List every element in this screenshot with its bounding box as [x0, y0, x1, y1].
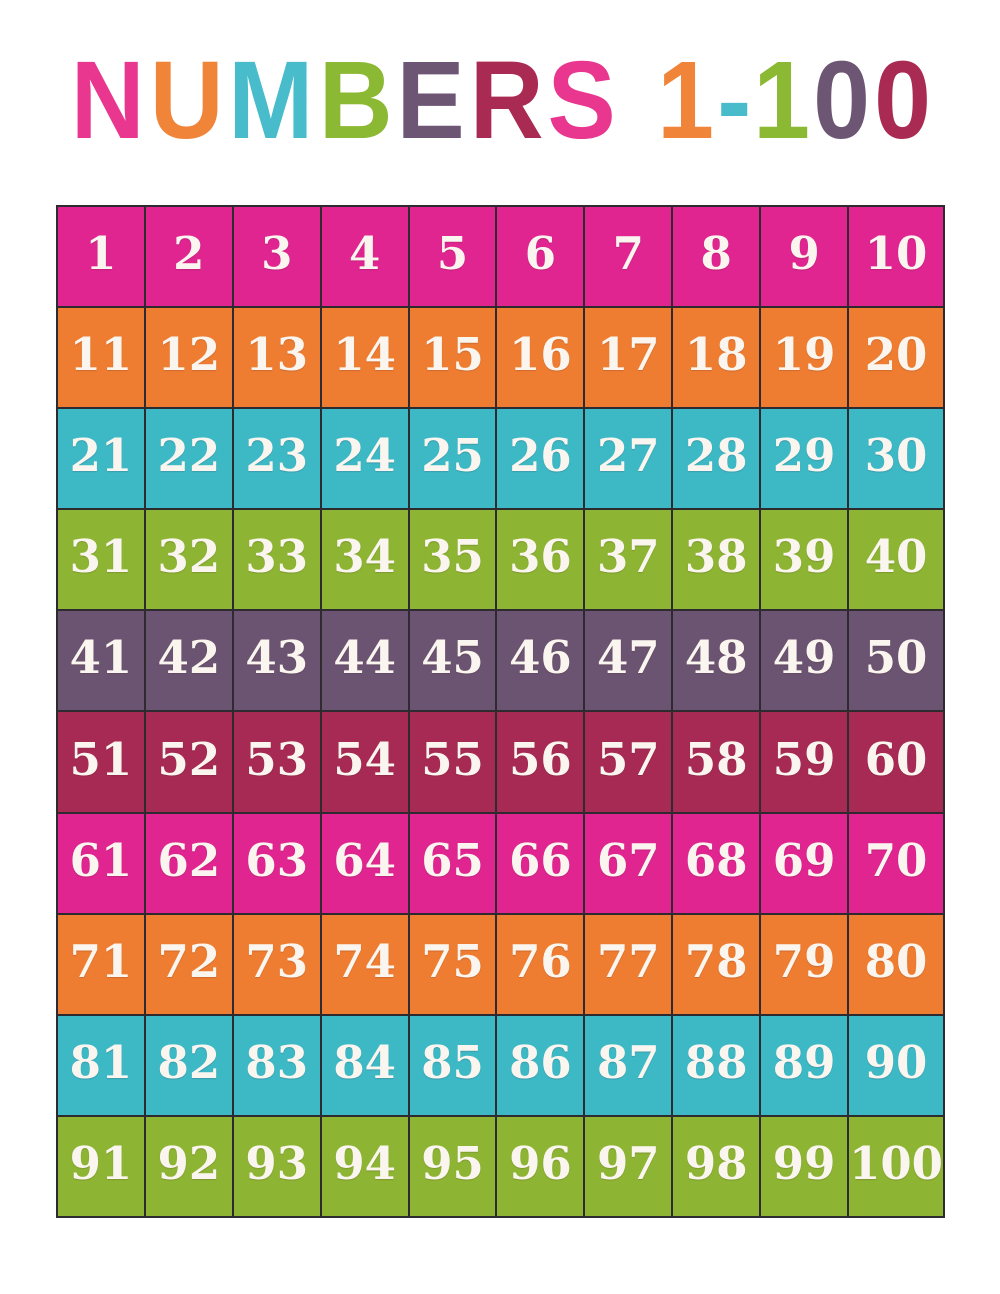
grid-cell-number: 76 [509, 934, 572, 988]
grid-cell [849, 308, 943, 407]
grid-cell [585, 712, 671, 811]
grid-cell [410, 409, 496, 508]
grid-cell-number: 65 [421, 833, 484, 887]
title-letter: N [70, 39, 144, 162]
grid-cell [585, 1117, 671, 1216]
grid-cell [585, 611, 671, 710]
grid-cell-number: 94 [333, 1136, 396, 1190]
grid-cell [322, 1117, 408, 1216]
grid-cell-number: 34 [333, 530, 396, 584]
title-letter: 0 [813, 39, 870, 162]
grid-cell [761, 409, 847, 508]
grid-cell-number: 84 [333, 1035, 396, 1089]
grid-cell-number: 19 [772, 328, 836, 382]
grid-cell-number: 38 [684, 530, 748, 584]
grid-cell [234, 409, 320, 508]
grid-cell-number: 48 [684, 631, 748, 685]
grid-cell [410, 915, 496, 1014]
grid-cell [497, 712, 583, 811]
grid-cell-number: 35 [421, 530, 484, 584]
grid-cell-number: 50 [864, 631, 928, 685]
grid-cell-number: 32 [157, 530, 221, 584]
grid-cell-number: 45 [421, 631, 484, 685]
title-letter: B [318, 39, 392, 162]
grid-cell-number: 49 [772, 631, 836, 685]
grid-cell-number: 52 [157, 732, 221, 786]
grid-cell-number: 22 [157, 429, 221, 483]
grid-cell-number: 98 [684, 1136, 748, 1190]
title-letter: 1 [753, 39, 810, 162]
grid-cell [322, 1016, 408, 1115]
grid-cell [322, 308, 408, 407]
grid-cell [497, 207, 583, 306]
grid-cell-number: 57 [597, 732, 660, 786]
grid-cell-number: 87 [597, 1035, 660, 1089]
grid-cell [585, 814, 671, 913]
grid-cell-number: 95 [421, 1136, 484, 1190]
grid-cell-number: 72 [157, 934, 221, 988]
grid-cell [585, 510, 671, 609]
grid-cell [585, 1016, 671, 1115]
grid-cell [673, 1016, 759, 1115]
grid-cell [497, 1016, 583, 1115]
grid-cell [673, 712, 759, 811]
grid-cell [410, 1016, 496, 1115]
grid-cell-number: 73 [245, 934, 309, 988]
grid-cell-number: 14 [333, 328, 396, 382]
grid-cell [410, 308, 496, 407]
grid-cell [58, 207, 144, 306]
grid-cell [234, 207, 320, 306]
grid-cell-number: 18 [684, 328, 748, 382]
grid-cell [322, 510, 408, 609]
grid-cell [849, 510, 943, 609]
numbers-grid [56, 205, 945, 1218]
grid-cell [234, 1117, 320, 1216]
grid-cell [322, 611, 408, 710]
grid-cell [497, 915, 583, 1014]
grid-cell [146, 1016, 232, 1115]
grid-cell-number: 6 [524, 227, 557, 281]
title-letter: M [228, 39, 313, 162]
grid-cell [849, 409, 943, 508]
grid-cell-number: 77 [597, 934, 660, 988]
grid-cell [497, 409, 583, 508]
grid-cell [585, 308, 671, 407]
grid-cell [673, 915, 759, 1014]
grid-cell-number: 96 [509, 1136, 572, 1190]
grid-cell [761, 814, 847, 913]
grid-cell [234, 611, 320, 710]
grid-cell-number: 30 [864, 429, 928, 483]
grid-cell [761, 915, 847, 1014]
grid-cell [322, 207, 408, 306]
grid-cell [234, 814, 320, 913]
grid-cell-number: 9 [788, 227, 820, 281]
grid-cell-number: 24 [333, 429, 396, 483]
grid-cell-number: 62 [157, 833, 221, 887]
grid-cell [849, 1016, 943, 1115]
grid-cell [58, 409, 144, 508]
grid-cell-number: 27 [597, 429, 660, 483]
grid-cell-number: 15 [421, 328, 484, 382]
grid-cell [146, 814, 232, 913]
grid-cell [58, 611, 144, 710]
grid-cell-number: 60 [864, 732, 928, 786]
grid-cell-number: 46 [509, 631, 572, 685]
grid-cell-number: 11 [69, 328, 133, 382]
grid-cell-number: 1 [85, 227, 117, 281]
grid-cell [497, 1117, 583, 1216]
grid-cell-number: 67 [597, 833, 660, 887]
grid-cell-number: 29 [772, 429, 836, 483]
grid-cell-number: 74 [333, 934, 396, 988]
grid-cell [146, 712, 232, 811]
grid-cell-number: 51 [69, 732, 133, 786]
title-letter: 1 [657, 39, 714, 162]
grid-cell-number: 85 [421, 1035, 484, 1089]
grid-cell [146, 510, 232, 609]
grid-cell-number: 91 [69, 1136, 133, 1190]
grid-cell [673, 1117, 759, 1216]
grid-cell [234, 712, 320, 811]
grid-cell-number: 16 [509, 328, 572, 382]
grid-cell [849, 814, 943, 913]
poster-title [0, 39, 1000, 162]
grid-cell [146, 207, 232, 306]
grid-cell-number: 13 [245, 328, 309, 382]
title-letter: R [469, 39, 543, 162]
grid-cell-number: 42 [157, 631, 221, 685]
title-letter: S [547, 39, 615, 162]
grid-cell-number: 56 [509, 732, 572, 786]
grid-cell [585, 915, 671, 1014]
grid-cell [322, 915, 408, 1014]
grid-cell-number: 25 [421, 429, 484, 483]
grid-cell-number: 81 [69, 1035, 133, 1089]
grid-cell-number: 53 [245, 732, 309, 786]
grid-cell-number: 37 [597, 530, 660, 584]
grid-cell-number: 7 [612, 227, 644, 281]
grid-cell-number: 71 [69, 934, 133, 988]
grid-cell [673, 409, 759, 508]
grid-cell-number: 28 [684, 429, 748, 483]
grid-cell [58, 1016, 144, 1115]
grid-cell-number: 100 [849, 1136, 943, 1190]
grid-cell [497, 814, 583, 913]
grid-cell [497, 611, 583, 710]
grid-cell [849, 915, 943, 1014]
grid-cell [761, 1117, 847, 1216]
grid-cell [410, 611, 496, 710]
grid-cell-number: 97 [597, 1136, 660, 1190]
grid-cell-number: 63 [245, 833, 309, 887]
grid-cell-number: 93 [245, 1136, 309, 1190]
grid-cell-number: 68 [684, 833, 748, 887]
grid-cell-number: 41 [69, 631, 133, 685]
grid-cell-number: 66 [509, 833, 572, 887]
grid-cell-number: 3 [261, 227, 293, 281]
grid-cell-number: 59 [772, 732, 836, 786]
grid-cell [58, 915, 144, 1014]
grid-cell-number: 61 [69, 833, 133, 887]
grid-cell-number: 55 [421, 732, 484, 786]
grid-cell-number: 31 [69, 530, 133, 584]
grid-cell [761, 611, 847, 710]
grid-cell [497, 510, 583, 609]
grid-cell [849, 207, 943, 306]
grid-cell [58, 1117, 144, 1216]
grid-cell [58, 814, 144, 913]
grid-cell-number: 54 [333, 732, 396, 786]
grid-cell [761, 308, 847, 407]
grid-cell-number: 47 [597, 631, 660, 685]
grid-cell [673, 510, 759, 609]
grid-cell-number: 36 [509, 530, 572, 584]
grid-cell-number: 64 [333, 833, 396, 887]
grid-cell-number: 86 [509, 1035, 572, 1089]
grid-cell [58, 308, 144, 407]
grid-cell [849, 611, 943, 710]
title-letter: U [149, 39, 223, 162]
grid-cell-number: 4 [348, 227, 381, 281]
grid-cell [146, 308, 232, 407]
grid-cell [410, 1117, 496, 1216]
grid-cell-number: 2 [173, 227, 205, 281]
grid-cell-number: 88 [684, 1035, 748, 1089]
grid-cell-number: 40 [864, 530, 928, 584]
grid-cell [410, 207, 496, 306]
grid-cell [146, 611, 232, 710]
grid-cell-number: 70 [864, 833, 928, 887]
grid-cell-number: 58 [684, 732, 748, 786]
grid-cell [585, 207, 671, 306]
grid-cell [322, 814, 408, 913]
grid-cell [410, 814, 496, 913]
grid-cell-number: 44 [333, 631, 396, 685]
grid-cell [673, 207, 759, 306]
grid-cell [322, 712, 408, 811]
grid-cell [673, 611, 759, 710]
grid-cell [322, 409, 408, 508]
grid-cell-number: 82 [157, 1035, 221, 1089]
grid-cell [234, 510, 320, 609]
grid-cell [146, 409, 232, 508]
grid-cell-number: 89 [772, 1035, 836, 1089]
grid-cell-number: 26 [509, 429, 572, 483]
grid-cell [146, 1117, 232, 1216]
grid-cell [585, 409, 671, 508]
grid-cell [58, 712, 144, 811]
grid-cell [849, 1117, 943, 1216]
grid-cell [849, 712, 943, 811]
grid-cell [761, 712, 847, 811]
grid-cell [673, 814, 759, 913]
grid-cell [234, 915, 320, 1014]
grid-cell [234, 308, 320, 407]
grid-cell-number: 12 [157, 328, 221, 382]
grid-cell-number: 83 [245, 1035, 309, 1089]
grid-cell [673, 308, 759, 407]
grid-cell-number: 99 [772, 1136, 836, 1190]
grid-cell [761, 1016, 847, 1115]
grid-cell-number: 23 [245, 429, 309, 483]
grid-cell-number: 17 [597, 328, 660, 382]
grid-cell-number: 21 [69, 429, 133, 483]
grid-cell-number: 8 [700, 227, 732, 281]
title-letter: - [716, 39, 750, 162]
grid-cell-number: 69 [772, 833, 836, 887]
grid-cell-number: 43 [245, 631, 309, 685]
grid-cell [146, 915, 232, 1014]
grid-cell-number: 39 [772, 530, 836, 584]
grid-cell-number: 20 [864, 328, 928, 382]
grid-cell-number: 80 [864, 934, 928, 988]
grid-cell-number: 75 [421, 934, 484, 988]
grid-cell [58, 510, 144, 609]
title-letter: E [396, 39, 465, 162]
grid-cell [410, 510, 496, 609]
grid-cell [761, 207, 847, 306]
grid-cell-number: 10 [864, 227, 928, 281]
grid-cell [234, 1016, 320, 1115]
grid-cell-number: 33 [245, 530, 309, 584]
grid-cell-number: 92 [157, 1136, 221, 1190]
grid-cell [410, 712, 496, 811]
grid-cell-number: 79 [772, 934, 836, 988]
grid-cell [497, 308, 583, 407]
grid-cell-number: 78 [684, 934, 748, 988]
grid-cell [761, 510, 847, 609]
grid-cell-number: 5 [436, 227, 469, 281]
grid-cell-number: 90 [864, 1035, 928, 1089]
title-letter: 0 [873, 39, 930, 162]
